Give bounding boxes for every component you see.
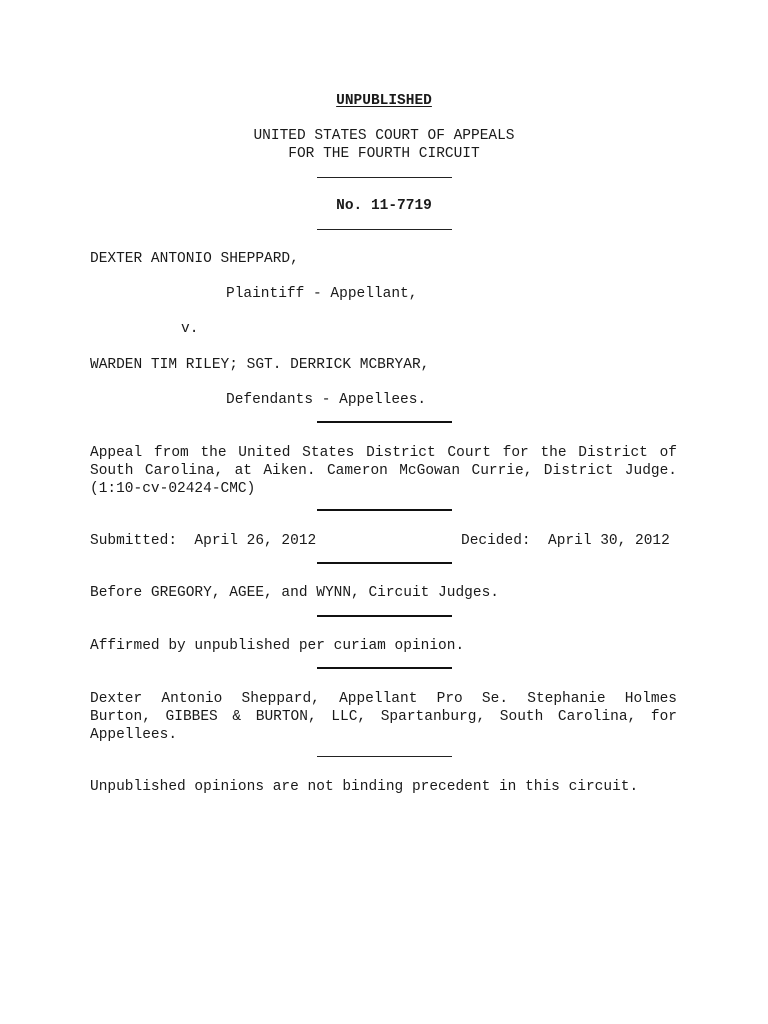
- panel-judges: Before GREGORY, AGEE, and WYNN, Circuit Judges.: [90, 585, 499, 601]
- divider: [317, 177, 452, 178]
- appeal-from-paragraph: Appeal from the United States District Court for the District of South Carolina, at Aiken. Cameron McGowan Currie, District Judge. (1:10-cv-02424-CMC): [90, 445, 677, 497]
- plaintiff-role: Plaintiff - Appellant,: [226, 286, 418, 302]
- versus: v.: [181, 321, 199, 337]
- decided-date: Decided: April 30, 2012: [461, 533, 670, 549]
- case-number: No. 11-7719: [336, 198, 432, 214]
- court-name-line2: FOR THE FOURTH CIRCUIT: [288, 146, 480, 162]
- disposition: Affirmed by unpublished per curiam opinion.: [90, 638, 465, 654]
- court-name-line1: UNITED STATES COURT OF APPEALS: [253, 128, 515, 144]
- divider: [317, 562, 452, 564]
- divider: [317, 229, 452, 230]
- submitted-date: Submitted: April 26, 2012: [90, 533, 317, 549]
- defendant-role: Defendants - Appellees.: [226, 392, 427, 408]
- divider: [317, 756, 452, 757]
- divider: [317, 615, 452, 617]
- divider: [317, 667, 452, 669]
- divider: [317, 509, 452, 511]
- plaintiff-name: DEXTER ANTONIO SHEPPARD,: [90, 251, 299, 267]
- divider: [317, 421, 452, 423]
- defendant-names: WARDEN TIM RILEY; SGT. DERRICK MCBRYAR,: [90, 357, 430, 373]
- unpublished-heading: UNPUBLISHED: [336, 93, 432, 109]
- footer-note: Unpublished opinions are not binding precedent in this circuit.: [90, 779, 639, 795]
- counsel-paragraph: Dexter Antonio Sheppard, Appellant Pro Se. Stephanie Holmes Burton, GIBBES & BURTON, LLC, Spartanburg, South Carolina, for Appellees.: [90, 691, 677, 743]
